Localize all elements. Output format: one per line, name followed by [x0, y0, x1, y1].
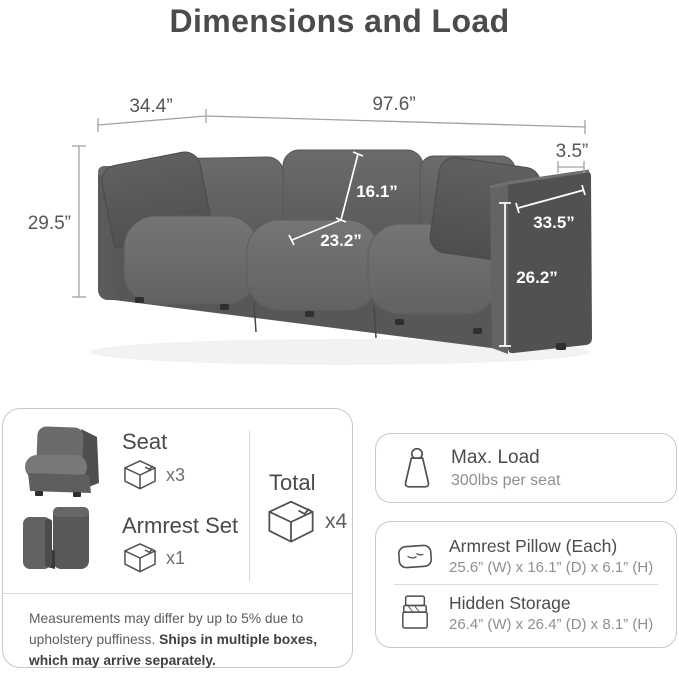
seat-count-row: [122, 459, 185, 491]
armrest-pillow-title: Armrest Pillow (Each): [449, 536, 618, 556]
total-count-row: [265, 499, 347, 545]
armrest-pillow-row: [376, 528, 676, 584]
box-icon: [265, 499, 317, 545]
dim-arm-height: 26.2”: [516, 268, 558, 287]
box-icon: [122, 542, 158, 574]
horizontal-divider: [3, 593, 352, 594]
dim-arm-top-thickness: 3.5”: [555, 141, 589, 162]
dim-total-width: 97.6”: [372, 94, 416, 115]
page-title: Dimensions and Load: [169, 3, 510, 39]
armrest-set-image: [19, 505, 99, 577]
note-bold: Ships in multiple boxes, which may arrive separately.: [29, 631, 318, 668]
seat-label: Seat: [122, 429, 168, 454]
dim-arm-width: 34.4”: [129, 96, 173, 117]
hidden-storage-row: [376, 585, 676, 641]
total-label: Total: [269, 470, 316, 495]
dim-arm-depth: 33.5”: [533, 213, 575, 232]
armrest-count: x1: [166, 547, 186, 568]
disclaimer-note: [29, 609, 347, 672]
hidden-storage-title: Hidden Storage: [449, 593, 571, 613]
box-icon: [122, 459, 158, 491]
hidden-storage-value: 26.4” (W) x 26.4” (D) x 8.1” (H): [449, 616, 654, 633]
armrest-count-row: [122, 542, 185, 574]
armrest-pillow-icon: [396, 541, 434, 571]
note-regular: Measurements may differ by up to 5% due to upholstery puffiness.: [29, 611, 304, 647]
hidden-storage-icon: [396, 594, 434, 632]
spec-card: [375, 521, 677, 648]
total-count: x4: [325, 510, 348, 533]
vertical-divider: [249, 431, 250, 581]
armrest-set-label: Armrest Set: [122, 513, 239, 538]
package-panel: [2, 408, 353, 668]
dim-total-height: 29.5”: [27, 213, 71, 234]
sofa-illustration: [90, 149, 592, 365]
seat-module-image: [17, 425, 107, 499]
seat-count: x3: [166, 464, 186, 485]
dim-back-height: 16.1”: [356, 182, 398, 201]
armrest-pillow-value: 25.6” (W) x 16.1” (D) x 6.1” (H): [449, 559, 654, 576]
max-load-card: [375, 433, 677, 503]
dim-seat-depth: 23.2”: [320, 231, 362, 250]
max-load-value: 300lbs per seat: [451, 471, 561, 489]
max-load-weight-icon: [398, 446, 436, 490]
max-load-title: Max. Load: [451, 446, 540, 468]
